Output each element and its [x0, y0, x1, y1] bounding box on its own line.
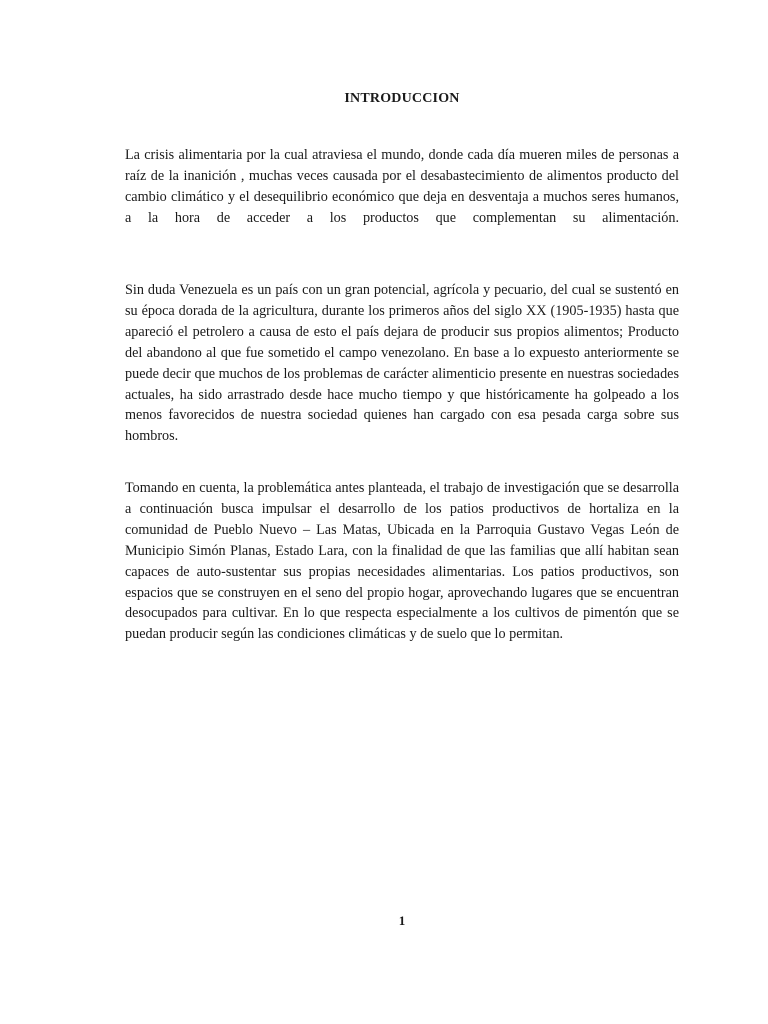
- paragraph-3: Tomando en cuenta, la problemática antes planteada, el trabajo de investigación que se desarrolla a continuación busca impulsar el desarrollo de los patios productivos de hortaliza en la comunidad de Pueblo Nuevo – Las Matas, Ubicada en la Parroquia Gustavo Vegas León de Municipio Simón Planas, Estado Lara, con la finalidad de que las familias que allí habitan sean capaces de auto-sustentar sus propias necesidades alimentarias. Los patios productivos, son espacios que se construyen en el seno del propio hogar, aprovechando lugares que se encuentran desocupados para cultivar. En lo que respecta especialmente a los cultivos de pimentón que se puedan producir según las condiciones climáticas y de suelo que lo permitan.: [125, 480, 679, 643]
- paragraph-2: Sin duda Venezuela es un país con un gran potencial, agrícola y pecuario, del cual se sustentó en su época dorada de la agricultura, durante los primeros años del siglo XX (1905-1935) hasta que apareció el petrolero a causa de esto el país dejara de producir sus propios alimentos; Producto del abandono al que fue sometido el campo venezolano. En base a lo expuesto anteriormente se puede decir que muchos de los problemas de carácter alimenticio presente en nuestras sociedades actuales, ha sido arrastrado desde hace mucho tiempo y que históricamente ha golpeado a los menos favorecidos de nuestra sociedad quienes han cargado con esa pesada carga sobre sus hombros.: [125, 282, 679, 445]
- page-title: INTRODUCCION: [344, 91, 460, 106]
- page-number: 1: [398, 913, 406, 928]
- paragraph-1: La crisis alimentaria por la cual atraviesa el mundo, donde cada día mueren miles de personas a raíz de la inanición , muchas veces causada por el desabastecimiento de alimentos producto del cambio climático y el desequilibrio económico que deja en desventaja a muchos seres humanos, a la hora de acceder a los productos que complementan su alimentación.: [125, 147, 679, 226]
